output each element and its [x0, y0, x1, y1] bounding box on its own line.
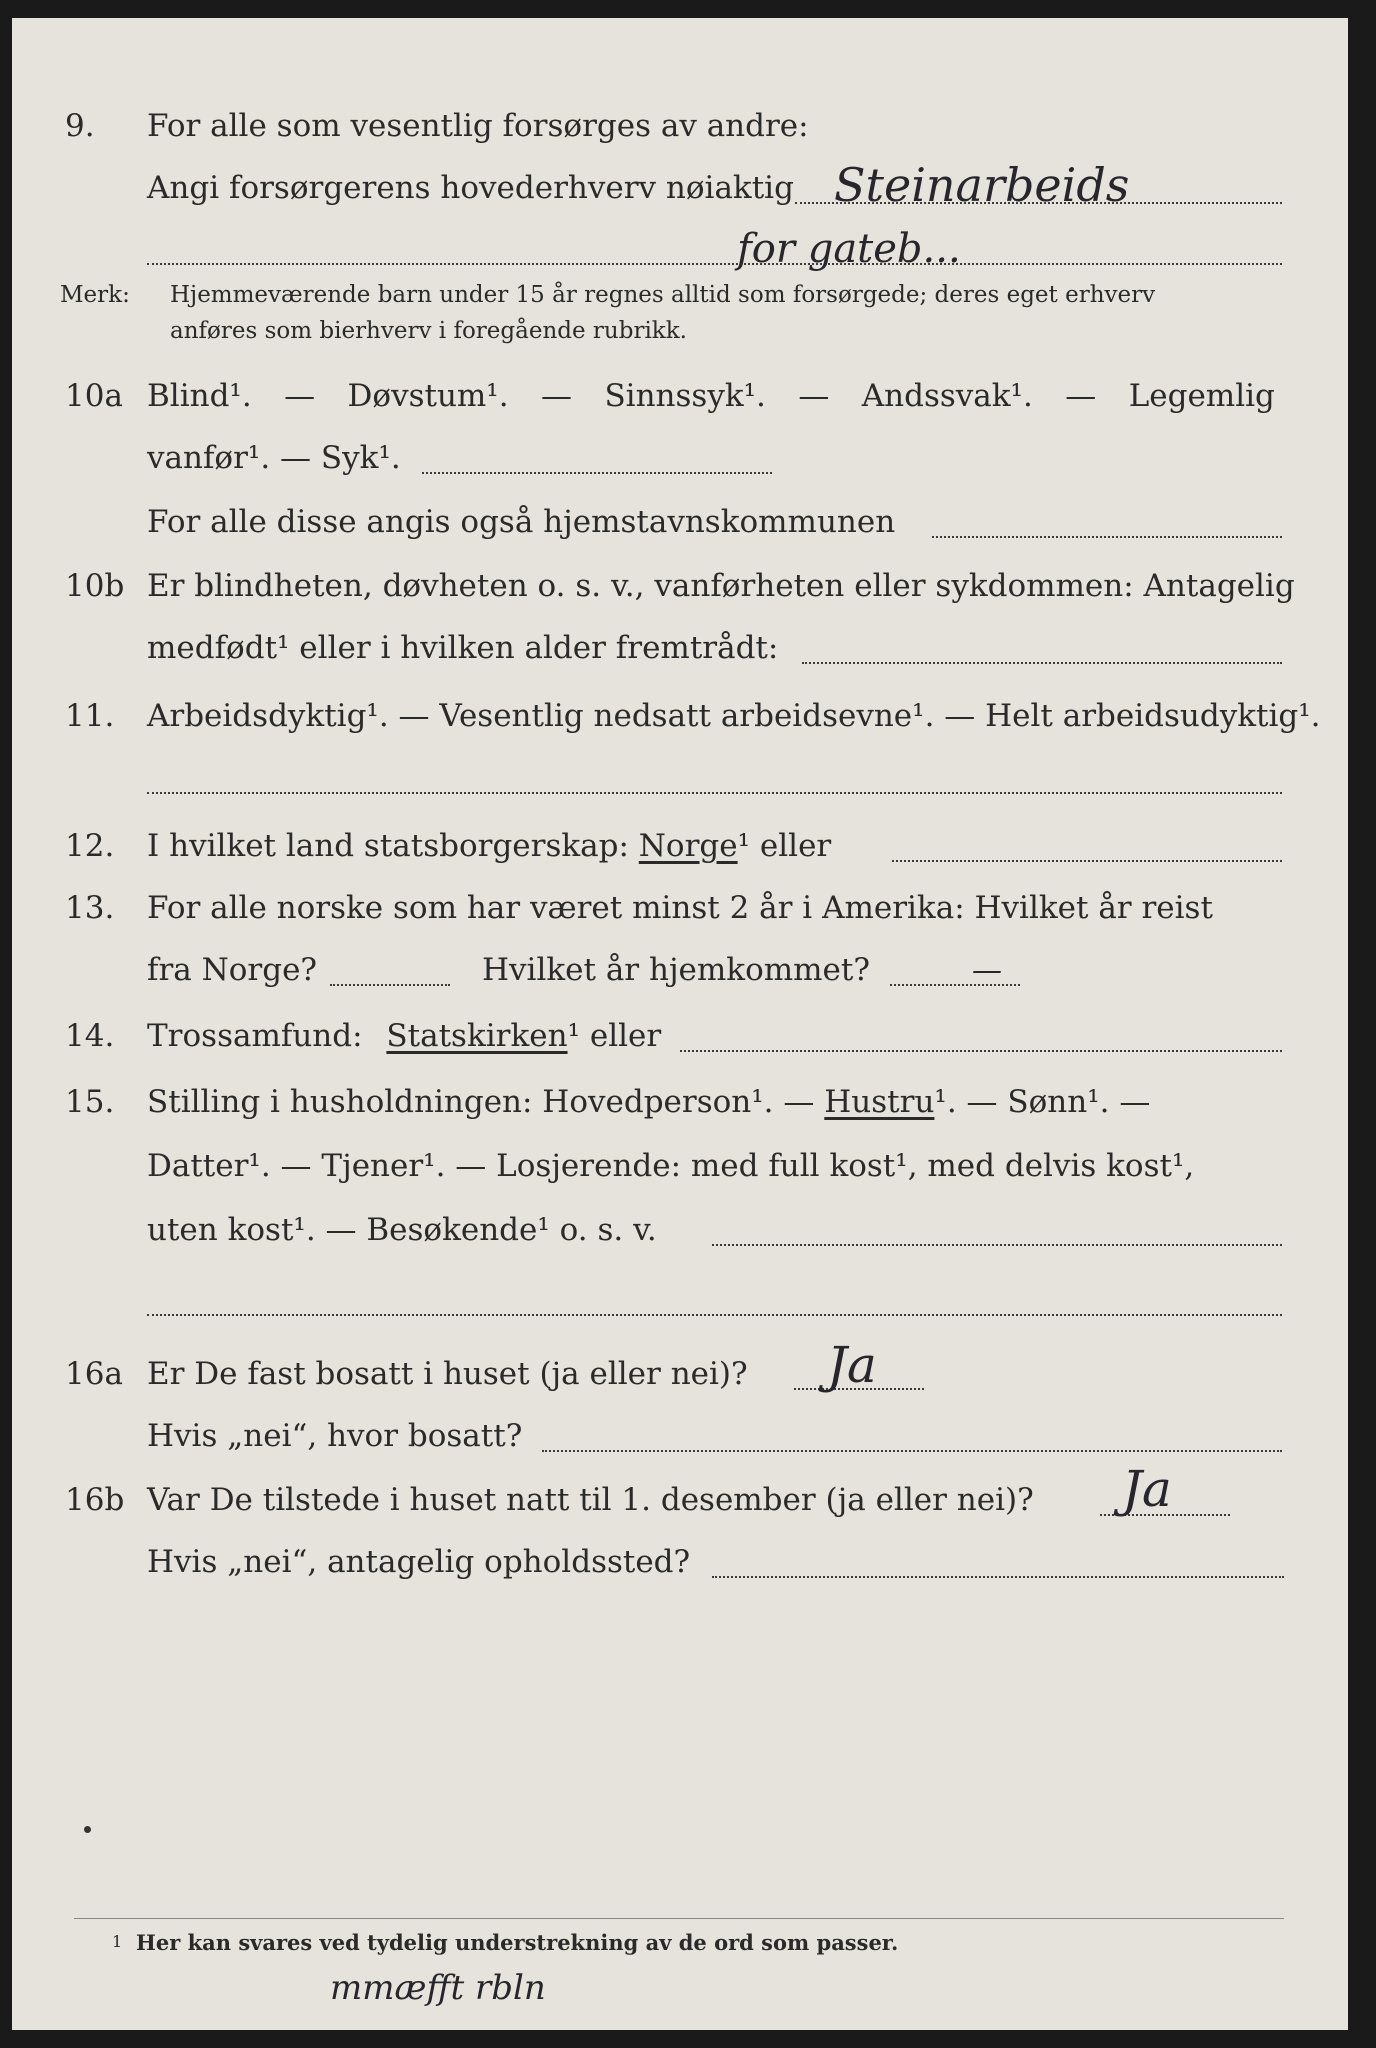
merk-line2: anføres som bierhverv i foregående rubrikk. — [170, 318, 687, 344]
q16a-line2: Hvis „nei“, hvor bosatt? — [147, 1418, 523, 1454]
q14-line — [147, 1018, 661, 1054]
q13-line1: For alle norske som har været minst 2 år i Amerika: Hvilket år reist — [147, 890, 1213, 926]
q16a-line1: Er De fast bosatt i huset (ja eller nei)? — [147, 1356, 748, 1392]
q14-prefix: Trossamfund: — [147, 1018, 363, 1054]
q15-line3: uten kost¹. — Besøkende¹ o. s. v. — [147, 1212, 657, 1248]
q13-handwritten-answer: — — [972, 953, 1002, 988]
q10a-opt-blind: Blind¹. — [147, 378, 252, 414]
handwritten-signature: mmæfft rbln — [330, 1968, 546, 2008]
q14-suffix: ¹ eller — [567, 1018, 662, 1054]
q10a-dash-3: — — [798, 378, 830, 414]
census-form-page — [12, 18, 1348, 2030]
q12-line — [147, 828, 831, 864]
q15-underlined-hustru: Hustru — [824, 1084, 935, 1120]
ink-dot — [84, 1826, 91, 1833]
q9-line2: Angi forsørgerens hovederhverv nøiaktig — [147, 170, 794, 206]
q10b-number: 10b — [65, 568, 125, 604]
q10a-opt-andssvak: Andssvak¹. — [861, 378, 1033, 414]
q16a-handwritten-answer: Ja — [827, 1336, 877, 1394]
q15-answer-line2 — [147, 1314, 1282, 1316]
q9-handwritten-answer2: for gateb... — [737, 226, 961, 272]
q13-line2b: Hvilket år hjemkommet? — [482, 952, 870, 988]
q9-answer-line2 — [147, 263, 1282, 265]
q10a-line1 — [147, 378, 1275, 414]
q13-number: 13. — [65, 890, 115, 926]
q16b-opholdssted-line — [712, 1576, 1284, 1578]
q12-answer-line — [892, 860, 1282, 862]
q10a-line2: vanfør¹. — Syk¹. — [147, 440, 401, 476]
q11-line1: Arbeidsdyktig¹. — Vesentlig nedsatt arbeidsevne¹. — Helt arbeidsudyktig¹. — [147, 698, 1321, 734]
q10a-opt-sinnssyk: Sinnssyk¹. — [604, 378, 766, 414]
q13-line2a: fra Norge? — [147, 952, 318, 988]
q9-line1: For alle som vesentlig forsørges av andre: — [147, 108, 809, 144]
q12-underlined-norge: Norge — [638, 828, 738, 864]
footnote-text: Her kan svares ved tydelig understrekning av de ord som passer. — [136, 1930, 899, 1955]
q16b-number: 16b — [65, 1482, 125, 1518]
q15-answer-line — [712, 1244, 1282, 1246]
q10a-dash-2: — — [541, 378, 573, 414]
q12-number: 12. — [65, 828, 115, 864]
q15-line1 — [147, 1084, 1150, 1120]
q16b-line2: Hvis „nei“, antagelig opholdssted? — [147, 1544, 691, 1580]
q10a-answer-line — [422, 472, 772, 474]
q10a-number: 10a — [65, 378, 123, 414]
q12-suffix: ¹ eller — [737, 828, 832, 864]
q10a-hjemstavn-line — [932, 536, 1282, 538]
q10b-line2: medfødt¹ eller i hvilken alder fremtrådt: — [147, 630, 779, 666]
q16a-number: 16a — [65, 1356, 123, 1392]
q13-reist-line — [330, 984, 450, 986]
merk-label: Merk: — [60, 282, 130, 308]
q11-answer-line — [147, 792, 1282, 794]
q11-number: 11. — [65, 698, 115, 734]
q15-line2: Datter¹. — Tjener¹. — Losjerende: med full kost¹, med delvis kost¹, — [147, 1148, 1195, 1184]
q14-number: 14. — [65, 1018, 115, 1054]
q10a-line3: For alle disse angis også hjemstavnskommunen — [147, 504, 896, 540]
q10a-opt-dovstum: Døvstum¹. — [347, 378, 509, 414]
q15-number: 15. — [65, 1084, 115, 1120]
q16b-line1: Var De tilstede i huset natt til 1. desember (ja eller nei)? — [147, 1482, 1034, 1518]
q16a-bosatt-line — [542, 1450, 1282, 1452]
q15-line1b: ¹. — Sønn¹. — — [934, 1084, 1151, 1120]
q10a-opt-legemlig: Legemlig — [1128, 378, 1275, 414]
q14-answer-line — [680, 1050, 1282, 1052]
q10b-line1: Er blindheten, døvheten o. s. v., vanførheten eller sykdommen: Antagelig — [147, 568, 1295, 604]
q16b-handwritten-answer: Ja — [1122, 1460, 1172, 1518]
footnote-rule — [74, 1918, 1284, 1919]
q10a-dash-1: — — [284, 378, 316, 414]
q9-handwritten-answer1: Steinarbeids — [834, 158, 1130, 212]
q10a-dash-4: — — [1065, 378, 1097, 414]
q12-prefix: I hvilket land statsborgerskap: — [147, 828, 629, 864]
merk-line1: Hjemmeværende barn under 15 år regnes alltid som forsørgede; deres eget erhverv — [170, 282, 1156, 308]
q15-line1a: Stilling i husholdningen: Hovedperson¹. — — [147, 1084, 815, 1120]
q9-number: 9. — [65, 108, 95, 144]
q10b-answer-line — [802, 662, 1282, 664]
q14-underlined-statskirken: Statskirken — [386, 1018, 568, 1054]
footnote-mark: 1 — [112, 1932, 123, 1951]
